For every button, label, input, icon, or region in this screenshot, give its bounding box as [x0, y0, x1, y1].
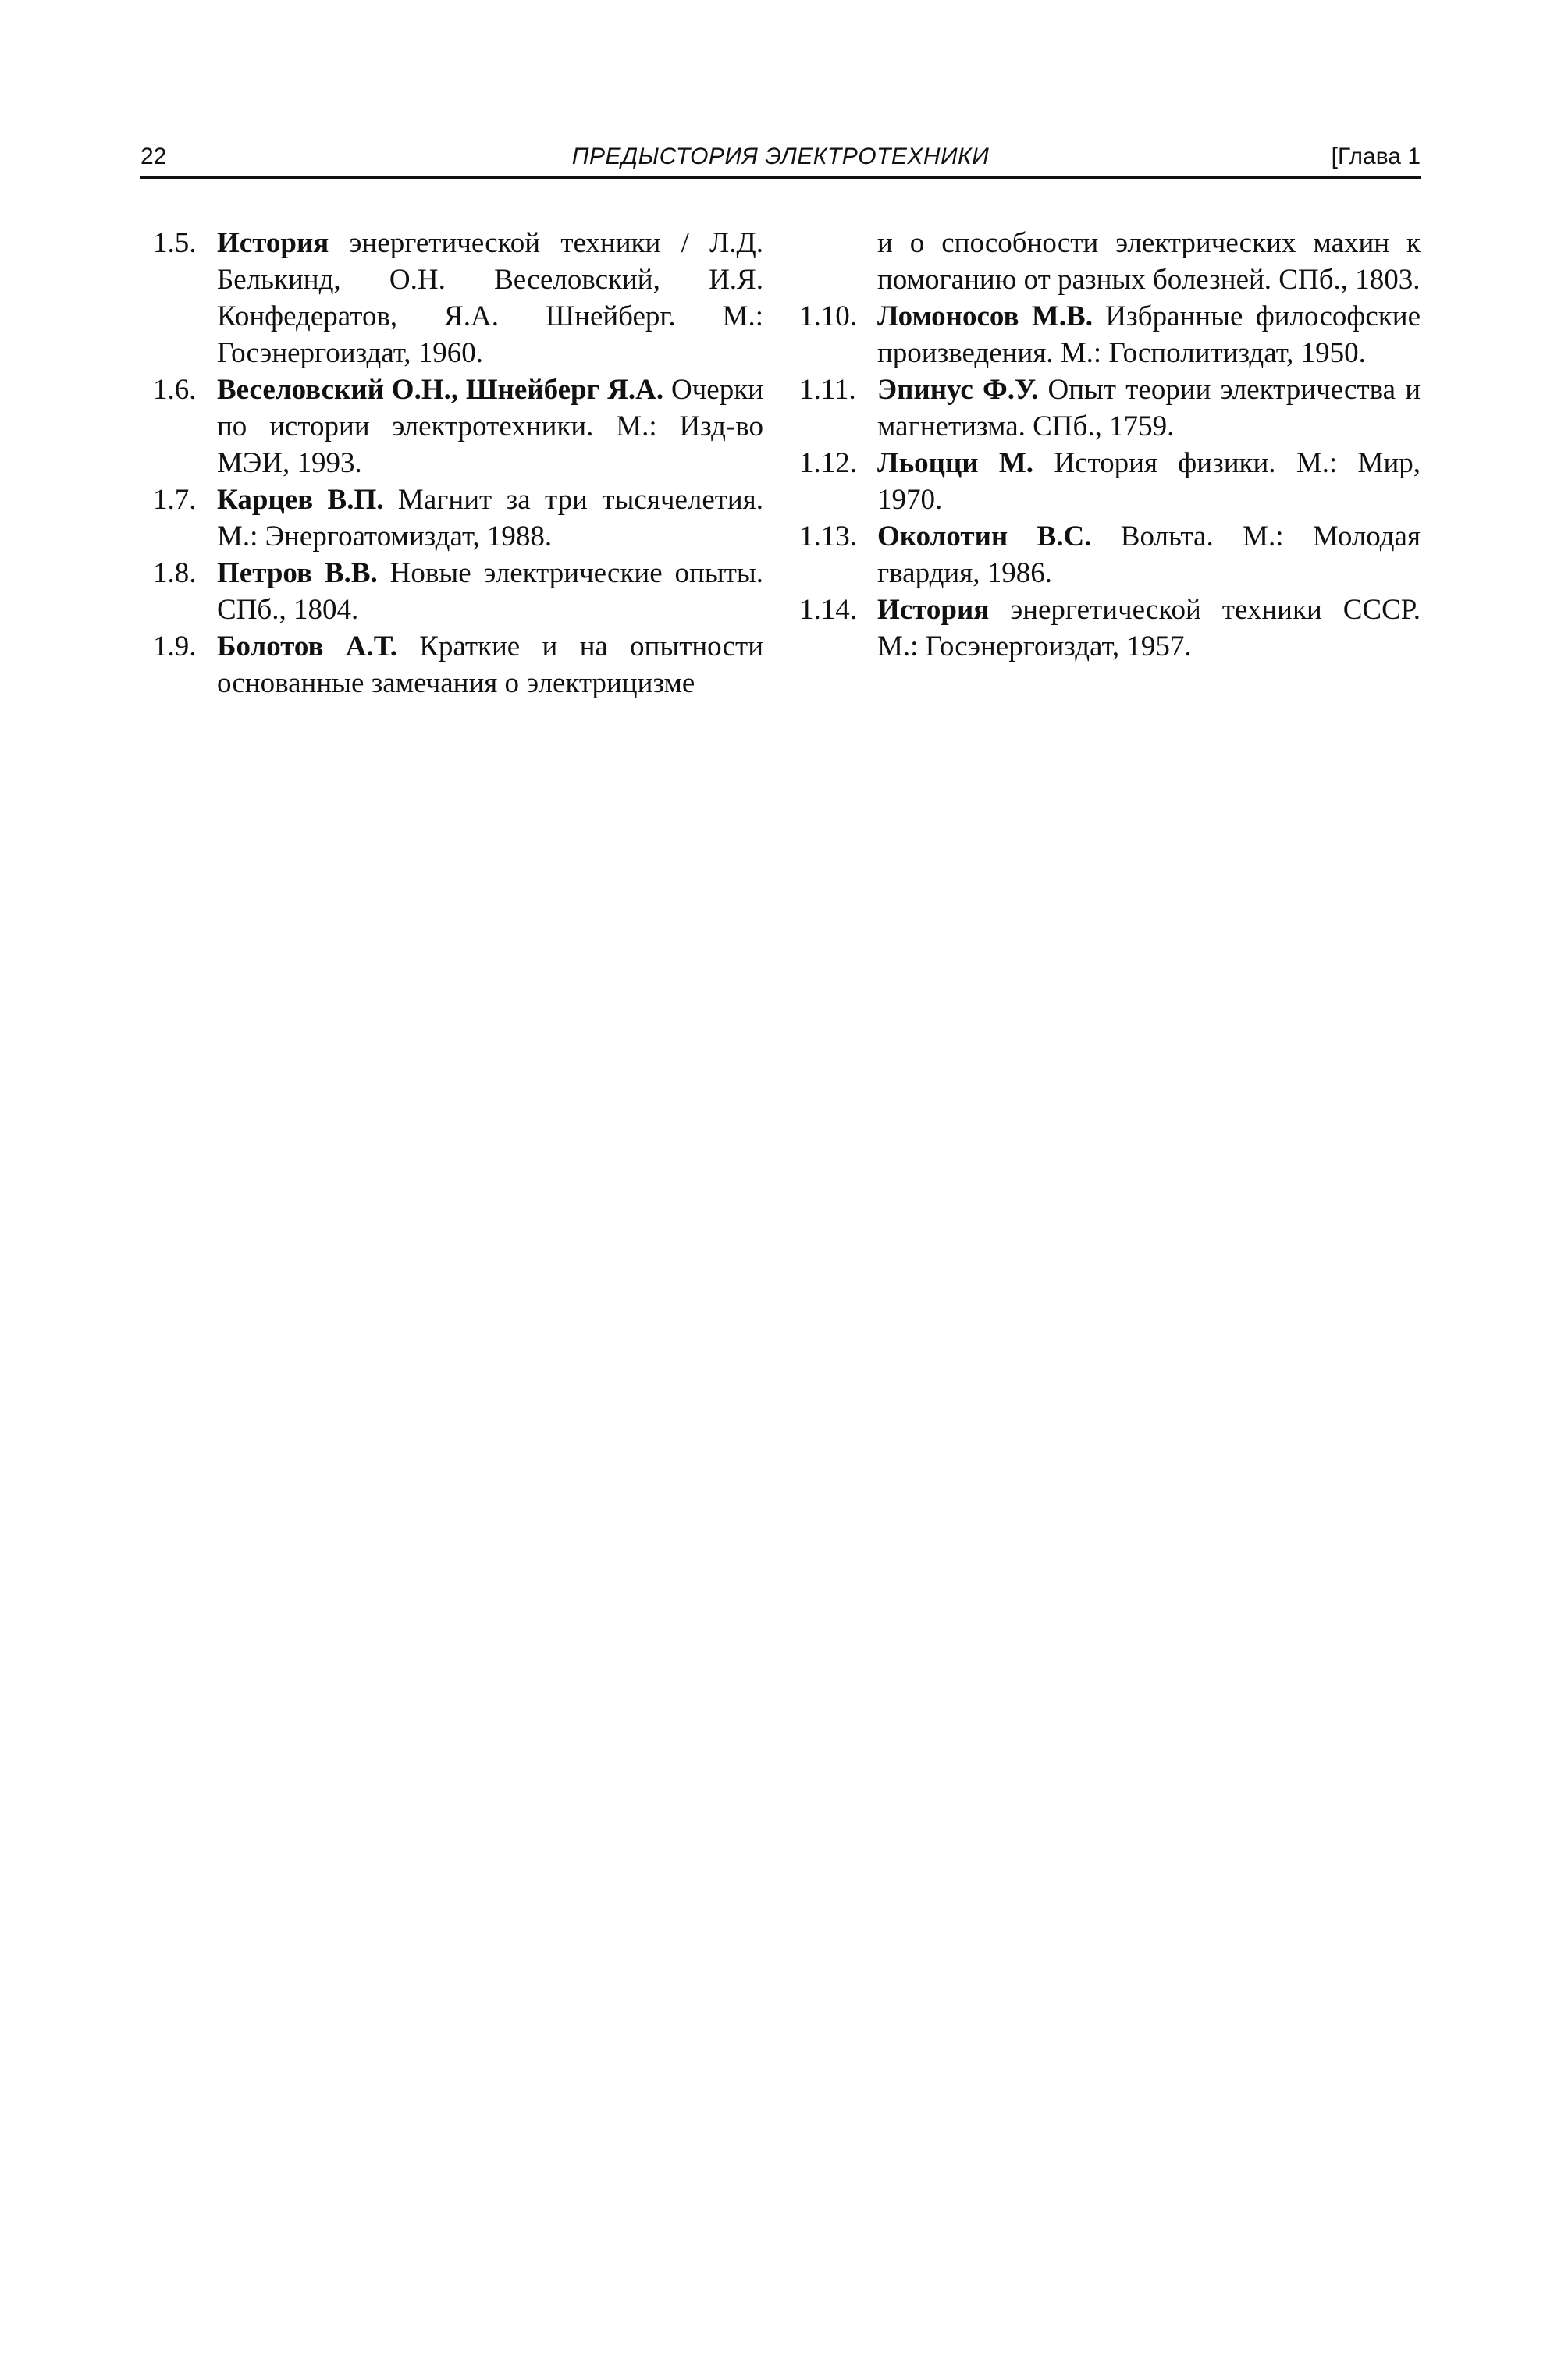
reference-text: и о способности электрических махин к помоганию от разных болезней. СПб., 1803. — [877, 227, 1421, 296]
reference-text: Новые электрические опыты. СПб., 1804. — [217, 557, 763, 626]
reference-author: История — [217, 227, 329, 259]
reference-text: Опыт теории электричества и магнетизма. СПб., 1759. — [877, 374, 1421, 442]
reference-number: 1.11. — [799, 374, 856, 406]
reference-author: Карцев В.П. — [217, 484, 384, 516]
reference-text: Вольта. М.: Молодая гвардия, 1986. — [877, 520, 1421, 589]
reference-item — [799, 298, 1421, 371]
reference-item — [153, 555, 763, 628]
reference-author: Околотин В.С. — [877, 520, 1092, 552]
reference-item — [799, 591, 1421, 665]
reference-number: 1.12. — [799, 447, 857, 479]
reference-number: 1.10. — [799, 300, 857, 332]
running-title: ПРЕДЫСТОРИЯ ЭЛЕКТРОТЕХНИКИ — [571, 144, 990, 169]
reference-text: энергетической техники СССР. М.: Госэнергоиздат, 1957. — [877, 594, 1421, 662]
reference-text: Краткие и на опытности основанные замечания о электрицизме — [217, 631, 763, 699]
reference-author: Веселовский О.Н., Шнейберг Я.А. — [217, 374, 664, 406]
reference-author: История — [877, 594, 990, 626]
reference-author: Льоцци М. — [877, 447, 1034, 479]
reference-number: 1.7. — [153, 484, 197, 516]
reference-number: 1.5. — [153, 227, 197, 259]
reference-continuation — [799, 225, 1421, 298]
reference-item — [153, 628, 763, 702]
reference-text: История физики. М.: Мир, 1970. — [877, 447, 1421, 516]
references-left-column — [153, 225, 763, 702]
reference-text: Избранные философские произведения. М.: Госполитиздат, 1950. — [877, 300, 1421, 369]
reference-author: Петров В.В. — [217, 557, 378, 589]
reference-author: Ломоносов М.В. — [877, 300, 1093, 332]
reference-number: 1.6. — [153, 374, 197, 406]
reference-number: 1.14. — [799, 594, 857, 626]
page-number: 22 — [140, 144, 167, 169]
reference-text: энергетической техники / Л.Д. Белькинд, О.Н. Веселовский, И.Я. Конфедератов, Я.А. Шнейберг. М.: Госэнергоиздат, 1960. — [217, 227, 763, 369]
reference-text: Очерки по истории электротехники. М.: Изд-во МЭИ, 1993. — [217, 374, 763, 479]
reference-author: Болотов А.Т. — [217, 631, 397, 662]
reference-item — [153, 481, 763, 555]
running-header — [140, 140, 1421, 179]
reference-number: 1.13. — [799, 520, 857, 552]
chapter-label: [Глава 1 — [1331, 144, 1421, 169]
reference-item — [799, 518, 1421, 591]
reference-number: 1.8. — [153, 557, 197, 589]
reference-text: Магнит за три тысячелетия. М.: Энергоатомиздат, 1988. — [217, 484, 763, 552]
reference-item — [153, 371, 763, 481]
reference-item — [799, 445, 1421, 518]
reference-author: Эпинус Ф.У. — [877, 374, 1039, 406]
references-right-column — [799, 225, 1421, 665]
reference-item — [153, 225, 763, 371]
reference-number: 1.9. — [153, 631, 197, 662]
reference-item — [799, 371, 1421, 445]
